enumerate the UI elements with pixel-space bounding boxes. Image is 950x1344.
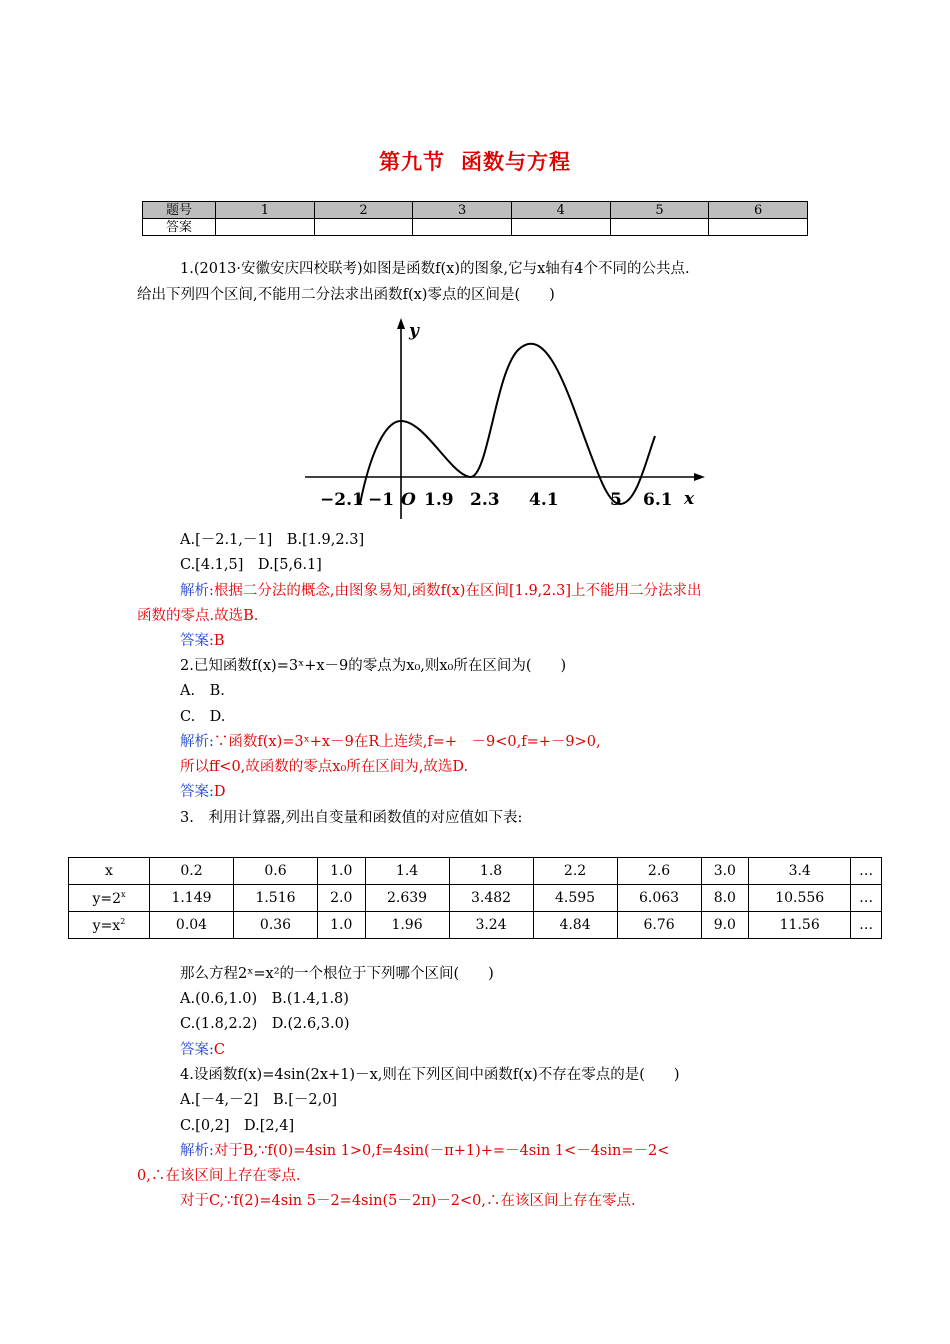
table-cell: 11.56 — [749, 912, 851, 939]
analysis-text: 根据二分法的概念,由图象易知,函数f(x)在区间[1.9,2.3]上不能用二分法求出 — [213, 583, 702, 599]
analysis-text: 对于B,∵f(0)=4sin 1>0,f=4sin(－π+1)+=－4sin 1<－4sin=－2< — [213, 1143, 670, 1159]
answer-grid-answer-row — [143, 219, 808, 236]
table-cell: 8.0 — [701, 885, 749, 912]
table-cell: 0.04 — [150, 912, 234, 939]
table-cell: 1.4 — [365, 858, 449, 885]
answer-grid-header: 答案 — [143, 219, 216, 236]
q1-analysis-line2: 函数的零点.故选B. — [137, 608, 259, 624]
tick-label: 2.3 — [470, 490, 500, 510]
table-cell: 3.0 — [701, 858, 749, 885]
table-cell: 4.84 — [533, 912, 617, 939]
x-axis-arrow — [694, 473, 705, 481]
answer-grid-number: 3 — [413, 202, 512, 219]
tick-label: 1.9 — [424, 490, 454, 510]
answer-label: 答案: — [180, 784, 214, 800]
q4-analysis-line3: 对于C,∵f(2)=4sin 5－2=4sin(5－2π)－2<0,∴在该区间上存在零点. — [180, 1193, 636, 1209]
table-cell: 2.0 — [318, 885, 366, 912]
answer-grid-header: 题号 — [143, 202, 216, 219]
answer-grid-number-row — [143, 202, 808, 219]
table-row — [69, 858, 882, 885]
tick-label: 5 — [610, 490, 622, 510]
q4-analysis-line1 — [180, 1141, 669, 1161]
tick-label: −1 — [368, 490, 395, 510]
answer-value: C — [213, 1042, 225, 1058]
section-name: 函数与方程 — [461, 149, 571, 174]
answer-grid-number: 1 — [216, 202, 315, 219]
q1-answer — [180, 631, 225, 651]
answer-cell — [216, 219, 315, 236]
q2-analysis-line2: 所以ff<0,故函数的零点x₀所在区间为,故选D. — [180, 759, 469, 775]
table-cell: 1.96 — [365, 912, 449, 939]
value-table — [68, 857, 882, 939]
q3-options-ab: A.(0.6,1.0) B.(1.4,1.8) — [180, 991, 349, 1007]
table-cell: 1.0 — [318, 858, 366, 885]
answer-grid-number: 4 — [511, 202, 610, 219]
answer-cell — [610, 219, 709, 236]
answer-value: B — [213, 633, 225, 649]
answer-cell — [709, 219, 808, 236]
y-axis-arrow — [397, 318, 405, 329]
table-cell: 3.4 — [749, 858, 851, 885]
q2-analysis-line1 — [180, 732, 601, 752]
table-cell: … — [851, 858, 882, 885]
q3-options-cd: C.(1.8,2.2) D.(2.6,3.0) — [180, 1016, 350, 1032]
table-cell: 1.149 — [150, 885, 234, 912]
analysis-label: 解析: — [180, 583, 214, 599]
q3-stem: 3. 利用计算器,列出自变量和函数值的对应值如下表: — [180, 810, 523, 826]
table-cell: … — [851, 885, 882, 912]
answer-cell — [314, 219, 413, 236]
q2-answer — [180, 782, 226, 802]
q2-options-cd: C. D. — [180, 709, 226, 725]
q3-question: 那么方程2ˣ=x²的一个根位于下列哪个区间( ) — [180, 966, 494, 982]
section-number: 第九节 — [379, 149, 445, 174]
table-cell: 2.6 — [617, 858, 701, 885]
table-cell: 4.595 — [533, 885, 617, 912]
table-cell: x — [69, 858, 150, 885]
table-cell: 0.6 — [234, 858, 318, 885]
section-title — [0, 146, 950, 176]
tick-label: 4.1 — [529, 490, 559, 510]
answer-grid-number: 2 — [314, 202, 413, 219]
table-cell: $y=x^2$ — [69, 912, 150, 939]
table-cell: $y=2^x$ — [69, 885, 150, 912]
table-cell: 1.8 — [449, 858, 533, 885]
answer-cell — [511, 219, 610, 236]
q3-answer — [180, 1040, 225, 1060]
analysis-label: 解析: — [180, 1143, 214, 1159]
answer-grid-number: 5 — [610, 202, 709, 219]
q1-options-cd: C.[4.1,5] D.[5,6.1] — [180, 557, 322, 573]
function-curve — [360, 344, 655, 504]
answer-grid-number: 6 — [709, 202, 808, 219]
answer-cell — [413, 219, 512, 236]
table-cell: 0.36 — [234, 912, 318, 939]
table-cell: 1.516 — [234, 885, 318, 912]
table-cell: 2.2 — [533, 858, 617, 885]
answer-grid — [142, 201, 808, 236]
q2-options-ab: A. B. — [180, 683, 225, 699]
table-cell: 9.0 — [701, 912, 749, 939]
table-cell: 0.2 — [150, 858, 234, 885]
answer-value: D — [213, 784, 226, 800]
q1-options-ab: A.[－2.1,－1] B.[1.9,2.3] — [180, 532, 365, 548]
y-axis-label: y — [409, 321, 419, 341]
origin-label: O — [401, 490, 416, 510]
q1-stem-line1: 1.(2013·安徽安庆四校联考)如图是函数f(x)的图象,它与x轴有4个不同的公共点. — [180, 261, 690, 277]
tick-label: 6.1 — [643, 490, 673, 510]
table-cell: 10.556 — [749, 885, 851, 912]
table-cell: 2.639 — [365, 885, 449, 912]
tick-label: −2.1 — [320, 490, 364, 510]
analysis-label: 解析: — [180, 734, 214, 750]
q4-analysis-line2: 0,∴在该区间上存在零点. — [137, 1168, 301, 1184]
function-graph — [300, 314, 720, 524]
q2-stem: 2.已知函数f(x)=3ˣ+x－9的零点为x₀,则x₀所在区间为( ) — [180, 658, 567, 674]
q1-stem-line2: 给出下列四个区间,不能用二分法求出函数f(x)零点的区间是( ) — [137, 287, 555, 303]
table-cell: 6.76 — [617, 912, 701, 939]
table-cell: … — [851, 912, 882, 939]
answer-label: 答案: — [180, 633, 214, 649]
table-cell: 3.482 — [449, 885, 533, 912]
q1-analysis-line1 — [180, 581, 702, 601]
q4-options-cd: C.[0,2] D.[2,4] — [180, 1118, 295, 1134]
table-row — [69, 912, 882, 939]
q4-stem: 4.设函数f(x)=4sin(2x+1)－x,则在下列区间中函数f(x)不存在零点的是( ) — [180, 1067, 680, 1083]
answer-label: 答案: — [180, 1042, 214, 1058]
table-cell: 3.24 — [449, 912, 533, 939]
table-cell: 6.063 — [617, 885, 701, 912]
q4-options-ab: A.[－4,－2] B.[－2,0] — [180, 1092, 338, 1108]
table-cell: 1.0 — [318, 912, 366, 939]
analysis-text: ∵函数f(x)=3ˣ+x－9在R上连续,f=+ －9<0,f=+－9>0, — [213, 734, 601, 750]
x-axis-label: x — [684, 489, 695, 509]
table-row — [69, 885, 882, 912]
